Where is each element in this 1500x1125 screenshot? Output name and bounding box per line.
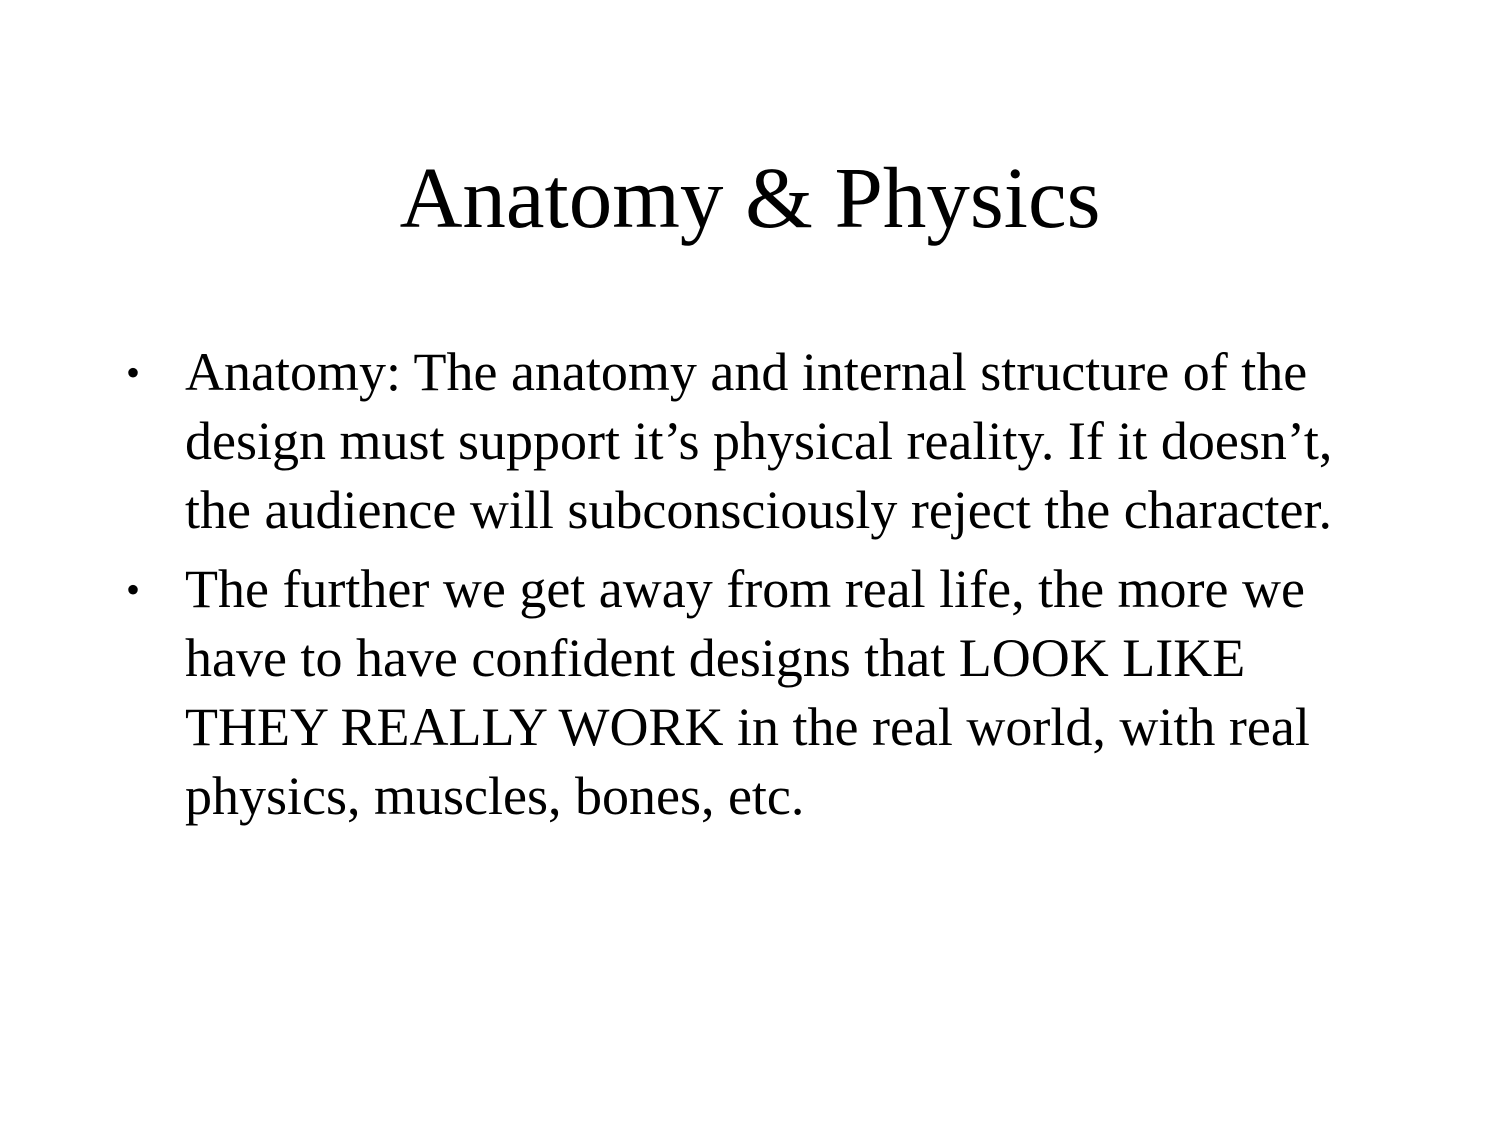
bullet-icon: • (126, 567, 141, 612)
slide-title: Anatomy & Physics (399, 149, 1101, 246)
bullet-icon: • (126, 350, 141, 395)
bullet-item (0, 338, 1360, 545)
bullet-text: The further we get away from real life, the more we have to have confident designs that LOOK LIKE THEY REALLY WORK in the real world, with real physics, muscles, bones, etc. (185, 559, 1310, 826)
bullet-text: Anatomy: The anatomy and internal structure of the design must support it’s physical reality. If it doesn’t, the audience will subconsciously reject the character. (185, 342, 1333, 540)
bullet-list (0, 338, 1500, 841)
bullet-item (0, 555, 1360, 831)
